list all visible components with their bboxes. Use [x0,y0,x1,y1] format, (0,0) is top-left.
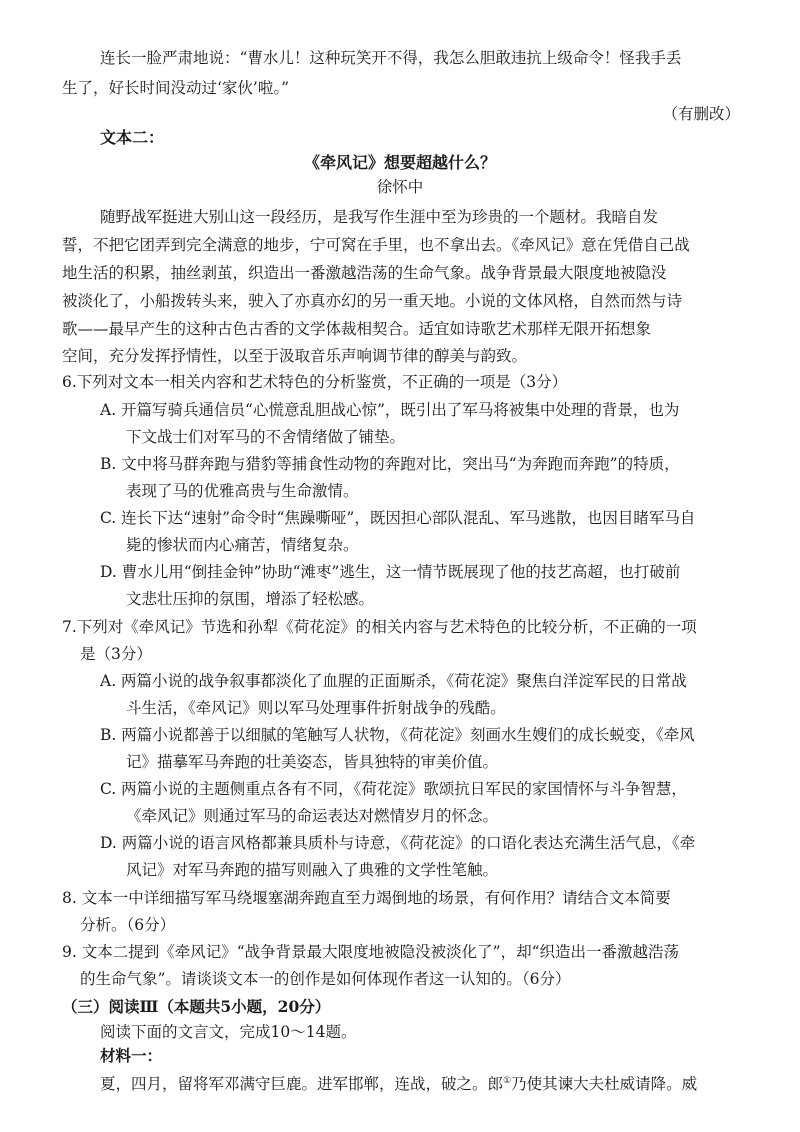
text1-line-1: 连长一脸严肃地说：“曹水儿！这种玩笑开不得，我怎么胆敢违抗上级命令！怪我手丢 [100,49,682,67]
q6-option-b: B. 文中将马群奔跑与猎豹等捕食性动物的奔跑对比，突出马“为奔跑而奔跑”的特质， [100,455,680,473]
q6-option-d-cont: 文悲壮压抑的氛围，增添了轻松感。 [126,590,375,608]
q7-option-b: B. 两篇小说都善于以细腻的笔触写人状物，《荷花淀》刻画水生嫂们的成长蜕变，《牵风 [100,726,695,744]
q7-option-b-cont: 记》描摹军马奔跑的壮美姿态，皆具独特的审美价值。 [126,753,499,771]
q7-option-c-cont: 《牵风记》则通过军马的命运表达对燃情岁月的怀念。 [126,807,499,825]
q7-stem-cont: 是（3分） [80,645,152,663]
q7-option-d: D. 两篇小说的语言风格都兼具质朴与诗意，《荷花淀》的口语化表达充满生活气息，《牵 [100,834,696,852]
section3-heading: （三）阅读Ⅲ（本题共5小题，20分） [62,997,331,1016]
q9-stem-cont: 的生命气象”。请谈谈文本一的创作是如何体现作者这一认知的。（6分） [80,970,571,988]
q9-stem: 9. 文本二提到《牵风记》“战争背景最大限度地被隐没被淡化了”，却“织造出一番激越浩荡 [62,943,679,961]
q6-option-b-cont: 表现了马的优雅高贵与生命激情。 [126,482,359,500]
q6-option-a-cont: 下文战士们对军马的不舍情绪做了铺垫。 [126,428,406,446]
text2-line-6: 空间，充分发挥抒情性，以至于汲取音乐声响调节律的醇美与韵致。 [62,347,528,365]
q7-stem: 7.下列对《牵风记》节选和孙犁《荷花淀》的相关内容与艺术特色的比较分析，不正确的一项 [62,618,697,636]
text2-label: 文本二： [100,128,165,147]
classical-line-1 [100,1071,697,1094]
q6-option-c-cont: 毙的惨状而内心痛苦，情绪复杂。 [126,536,359,554]
q6-option-a: A. 开篇写骑兵通信员“心慌意乱胆战心惊”，既引出了军马将被集中处理的背景，也为 [100,401,680,419]
text2-line-2: 誓，不把它团弄到完全满意的地步，宁可窝在手里，也不拿出去。《牵风记》意在凭借自己战 [62,236,690,254]
q6-stem: 6.下列对文本一相关内容和艺术特色的分析鉴赏，不正确的一项是（3分） [62,373,568,391]
article-title: 《牵风记》想要超越什么？ [303,153,496,172]
q7-option-a-cont: 斗生活，《牵风记》则以军马处理事件折射战争的残酷。 [126,699,506,717]
text2-line-5: 歌——最早产生的这种古色古香的文学体裁相契合。适宜如诗歌艺术那样无限开拓想象 [62,320,652,338]
abridged-note: （有删改） [662,105,740,123]
article-author: 徐怀中 [376,178,424,196]
section3-instruction: 阅读下面的文言文，完成10～14题。 [100,1023,357,1041]
classical-line-1-b: 乃使其谏大夫杜威请降。威 [511,1075,698,1094]
q6-option-c: C. 连长下达“速射”命令时“焦躁嘶哑”，既因担心部队混乱、军马逃散，也因目睹军马自 [100,509,696,527]
material-one-label: 材料一： [100,1046,163,1065]
text2-line-1: 随野战军挺进大别山这一段经历，是我写作生涯中至为珍贵的一个题材。我暗自发 [100,208,659,226]
text1-line-2: 生了，好长时间没动过‘家伙’啦。” [62,79,290,97]
q8-stem: 8. 文本一中详细描写军马绕堰塞湖奔跑直至力竭倒地的场景，有何作用？请结合文本简要 [62,889,671,907]
q7-option-a: A. 两篇小说的战争叙事都淡化了血腥的正面厮杀，《荷花淀》聚焦白洋淀军民的日常战 [100,672,687,690]
text2-line-4: 被淡化了，小船拨转头来，驶入了亦真亦幻的另一重天地。小说的文体风格，自然而然与诗 [62,292,683,310]
q7-option-c: C. 两篇小说的主题侧重点各有不同，《荷花淀》歌颂抗日军民的家国情怀与斗争智慧， [100,780,687,798]
q7-option-d-cont: 风记》对军马奔跑的描写则融入了典雅的文学性笔触。 [126,861,499,879]
q6-option-d: D. 曹水儿用“倒挂金钟”协助“滩枣”逃生，这一情节既展现了他的技艺高超，也打破前 [100,563,681,581]
classical-line-1-a: 夏，四月，留将军邓满守巨鹿。进军邯郸，连战，破之。郎 [100,1075,504,1094]
q8-stem-cont: 分析。（6分） [80,916,176,934]
text2-line-3: 地生活的积累，抽丝剥茧，织造出一番激越浩荡的生命气象。战争背景最大限度地被隐没 [62,264,667,282]
footnote-marker: ① [503,1076,512,1086]
